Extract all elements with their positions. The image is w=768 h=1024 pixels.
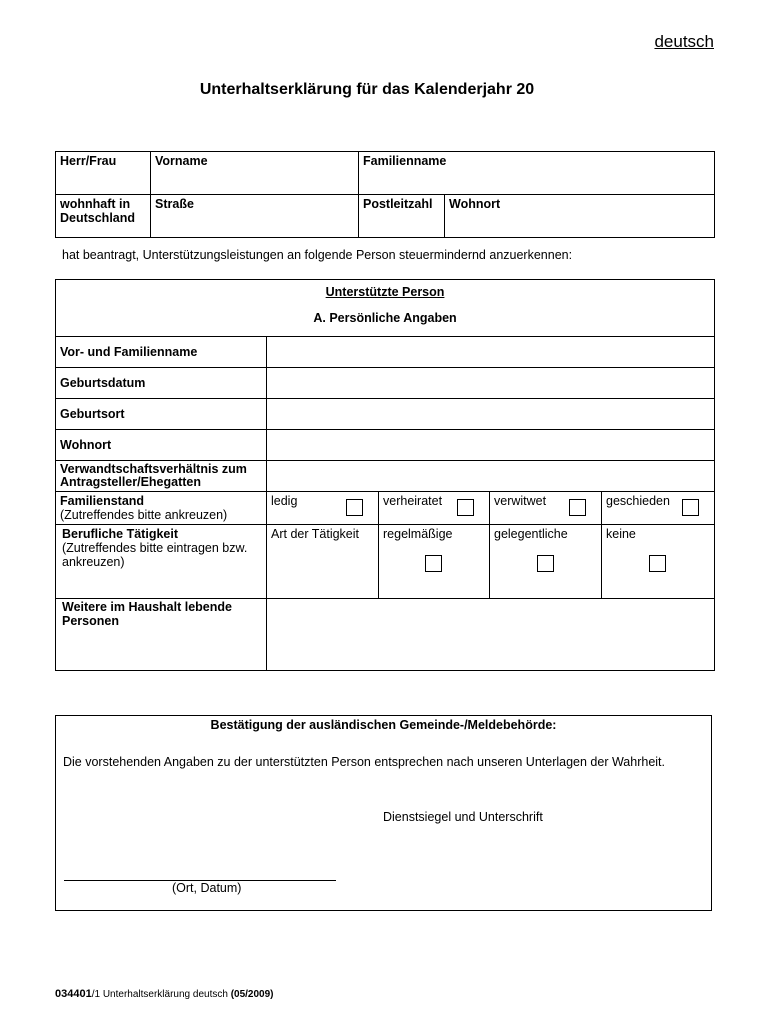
birth-date-input[interactable] <box>267 368 715 399</box>
occupation-option-none: keine <box>602 525 715 599</box>
name-input[interactable] <box>267 337 715 368</box>
supported-person-title: Unterstützte Person <box>325 285 445 299</box>
authority-confirmation-box <box>55 715 712 911</box>
intro-text: hat beantragt, Unterstützungsleistungen an folgende Person steuermindernd anzuerkennen: <box>62 248 573 262</box>
street-field[interactable]: Straße <box>151 195 359 238</box>
person-heading <box>56 280 715 337</box>
place-date-label: (Ort, Datum) <box>172 881 242 895</box>
birth-place-input[interactable] <box>267 399 715 430</box>
last-name-field[interactable]: Familienname <box>359 152 715 195</box>
form-number: 034401 <box>55 988 92 1000</box>
form-suffix: /1 Unterhaltserklärung deutsch <box>91 989 231 1000</box>
name-label: Vor- und Familienname <box>56 337 267 368</box>
household-input[interactable] <box>267 599 715 671</box>
none-checkbox[interactable] <box>649 555 666 572</box>
widowed-checkbox[interactable] <box>569 499 586 516</box>
form-date: (05/2009) <box>230 989 274 1000</box>
marital-status-label: Familienstand (Zutreffendes bitte ankreuzen) <box>56 492 267 525</box>
page-title: Unterhaltserklärung für das Kalenderjahr 20 <box>199 81 535 98</box>
relationship-input[interactable] <box>267 461 715 492</box>
household-label: Weitere im Haushalt lebende Personen <box>56 599 267 671</box>
residence-label: wohnhaft in Deutschland <box>56 195 151 238</box>
language-label: deutsch <box>654 32 714 51</box>
salutation-field[interactable]: Herr/Frau <box>56 152 151 195</box>
occupation-option-regular: regelmäßige <box>379 525 490 599</box>
birth-place-label: Geburtsort <box>56 399 267 430</box>
supported-person-table <box>55 279 715 671</box>
occupation-option-occasional: gelegentliche <box>490 525 602 599</box>
confirmation-text: Die vorstehenden Angaben zu der unterstützten Person entsprechen nach unseren Unterlagen der Wahrheit. <box>63 755 666 769</box>
signature-label: Dienstsiegel und Unterschrift <box>383 810 543 824</box>
married-checkbox[interactable] <box>457 499 474 516</box>
residence-input[interactable] <box>267 430 715 461</box>
form-footer <box>55 988 274 1000</box>
marital-option-married: verheiratet <box>379 492 490 525</box>
occupation-label: Berufliche Tätigkeit (Zutreffendes bitte eintragen bzw. ankreuzen) <box>56 525 267 599</box>
city-field[interactable]: Wohnort <box>445 195 715 238</box>
divorced-checkbox[interactable] <box>682 499 699 516</box>
applicant-table <box>55 151 715 238</box>
marital-option-widowed: verwitwet <box>490 492 602 525</box>
section-title: A. Persönliche Angaben <box>313 311 457 325</box>
confirmation-title: Bestätigung der ausländischen Gemeinde-/Meldebehörde: <box>210 718 557 732</box>
occupation-type-input[interactable]: Art der Tätigkeit <box>267 525 379 599</box>
occasional-checkbox[interactable] <box>537 555 554 572</box>
regular-checkbox[interactable] <box>425 555 442 572</box>
marital-option-divorced: geschieden <box>602 492 715 525</box>
first-name-field[interactable]: Vorname <box>151 152 359 195</box>
postal-code-field[interactable]: Postleitzahl <box>359 195 445 238</box>
single-checkbox[interactable] <box>346 499 363 516</box>
relationship-label: Verwandtschaftsverhältnis zum Antragsteller/Ehegatten <box>56 461 267 492</box>
marital-option-single: ledig <box>267 492 379 525</box>
birth-date-label: Geburtsdatum <box>56 368 267 399</box>
residence-label: Wohnort <box>56 430 267 461</box>
